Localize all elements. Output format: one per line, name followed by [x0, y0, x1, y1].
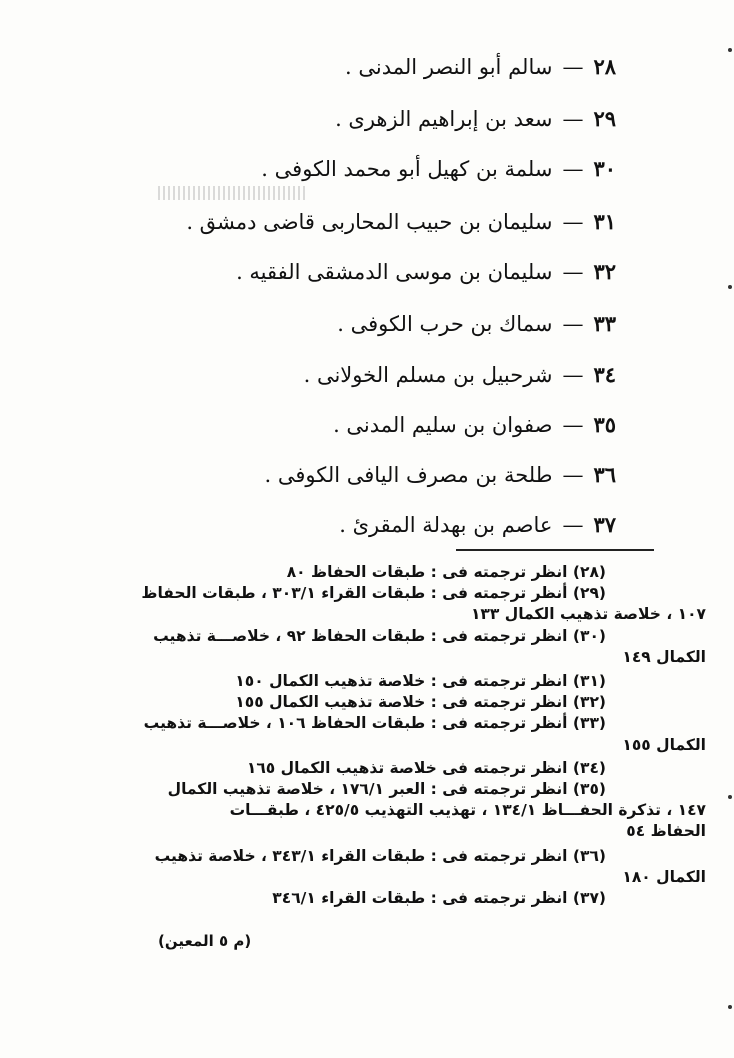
footnote-33: (٣٣) أنظر ترجمته فى : طبقات الحفاظ ١٠٦ ، خلاصـــة تذهيب [143, 714, 606, 732]
footnote-31: (٣١) انظر ترجمته فى : خلاصة تذهيب الكمال ١٥٠ [235, 672, 606, 690]
entry-28 [345, 54, 616, 79]
entry-dash: — [562, 413, 584, 437]
entry-text: سليمان بن موسى الدمشقى الفقيه . [236, 260, 553, 284]
entry-text: شرحبيل بن مسلم الخولانى . [303, 363, 553, 387]
entry-text: سليمان بن حبيب المحاربى قاضى دمشق . [186, 210, 553, 234]
footnote-35: (٣٥) انظر ترجمته فى : العبر ١٧٦/١ ، خلاصة تذهيب الكمال [167, 780, 606, 798]
scan-edge-mark [728, 1005, 732, 1009]
footnote-30: (٣٠) انظر ترجمته فى : طبقات الحفاظ ٩٢ ، خلاصـــة تذهيب [153, 627, 606, 645]
entry-text: طلحة بن مصرف اليافى الكوفى . [264, 463, 553, 487]
entry-number: ٣٧ [593, 512, 616, 537]
entry-dash: — [562, 157, 584, 181]
scan-edge-mark [728, 48, 732, 52]
entry-32 [236, 259, 616, 284]
entry-dash: — [562, 55, 584, 79]
entry-text: صفوان بن سليم المدنى . [333, 413, 553, 437]
entry-dash: — [562, 260, 584, 284]
entry-number: ٢٨ [593, 54, 616, 79]
entry-dash: — [562, 210, 584, 234]
entry-dash: — [562, 312, 584, 336]
entry-36 [265, 462, 616, 487]
entry-text: سلمة بن كهيل أبو محمد الكوفى . [261, 157, 553, 181]
entry-number: ٣١ [593, 209, 616, 234]
scan-edge-mark [728, 795, 732, 799]
signature-mark: (م ٥ المعين) [158, 932, 252, 950]
footnote-33-cont: الكمال ١٥٥ [622, 736, 706, 754]
footnote-35-cont: الحفاظ ٥٤ [626, 822, 706, 840]
entry-text: عاصم بن بهدلة المقرئ . [339, 513, 553, 537]
scan-edge-mark [728, 285, 732, 289]
entry-dash: — [562, 107, 584, 131]
footnote-divider [456, 549, 654, 551]
entry-number: ٣٣ [593, 311, 616, 336]
entry-37 [339, 512, 616, 537]
entry-35 [333, 412, 616, 437]
footnote-29-cont: ١٠٧ ، خلاصة تذهيب الكمال ١٣٣ [470, 605, 706, 623]
entry-34 [304, 362, 616, 387]
footnote-29: (٢٩) أنظر ترجمته فى : طبقات القراء ٣٠٣/١ ، طبقات الحفاظ [141, 584, 606, 602]
entry-number: ٣٢ [593, 259, 616, 284]
footnote-36: (٣٦) انظر ترجمته فى : طبقات القراء ٣٤٣/١ ، خلاصة تذهيب [154, 847, 606, 865]
entry-text: سماك بن حرب الكوفى . [337, 312, 553, 336]
footnote-30-cont: الكمال ١٤٩ [622, 648, 706, 666]
scan-smudge [158, 186, 308, 200]
entry-text: سالم أبو النصر المدنى . [345, 55, 553, 79]
footnote-36-cont: الكمال ١٨٠ [622, 868, 706, 886]
entry-29 [335, 106, 616, 131]
footnote-34: (٣٤) انظر ترجمته فى خلاصة تذهيب الكمال ١٦٥ [246, 759, 606, 777]
entry-30 [261, 156, 616, 181]
entry-number: ٣٤ [593, 362, 616, 387]
entry-33 [337, 311, 616, 336]
footnote-37: (٣٧) انظر ترجمته فى : طبقات القراء ٣٤٦/١ [272, 889, 606, 907]
entry-number: ٣٠ [593, 156, 616, 181]
footnote-32: (٣٢) انظر ترجمته فى : خلاصة تذهيب الكمال ١٥٥ [235, 693, 606, 711]
footnote-28: (٢٨) انظر ترجمته فى : طبقات الحفاظ ٨٠ [286, 563, 606, 581]
entry-dash: — [562, 513, 584, 537]
entry-number: ٣٦ [593, 462, 616, 487]
entry-31 [186, 209, 616, 234]
entry-dash: — [562, 363, 584, 387]
entry-number: ٢٩ [593, 106, 616, 131]
entry-number: ٣٥ [593, 412, 616, 437]
entry-dash: — [562, 463, 584, 487]
footnote-35-cont: ١٤٧ ، تذكرة الحفـــاظ ١٣٤/١ ، تهذيب التهذيب ٤٢٥/٥ ، طبقـــات [229, 801, 706, 819]
entry-text: سعد بن إبراهيم الزهرى . [335, 107, 553, 131]
